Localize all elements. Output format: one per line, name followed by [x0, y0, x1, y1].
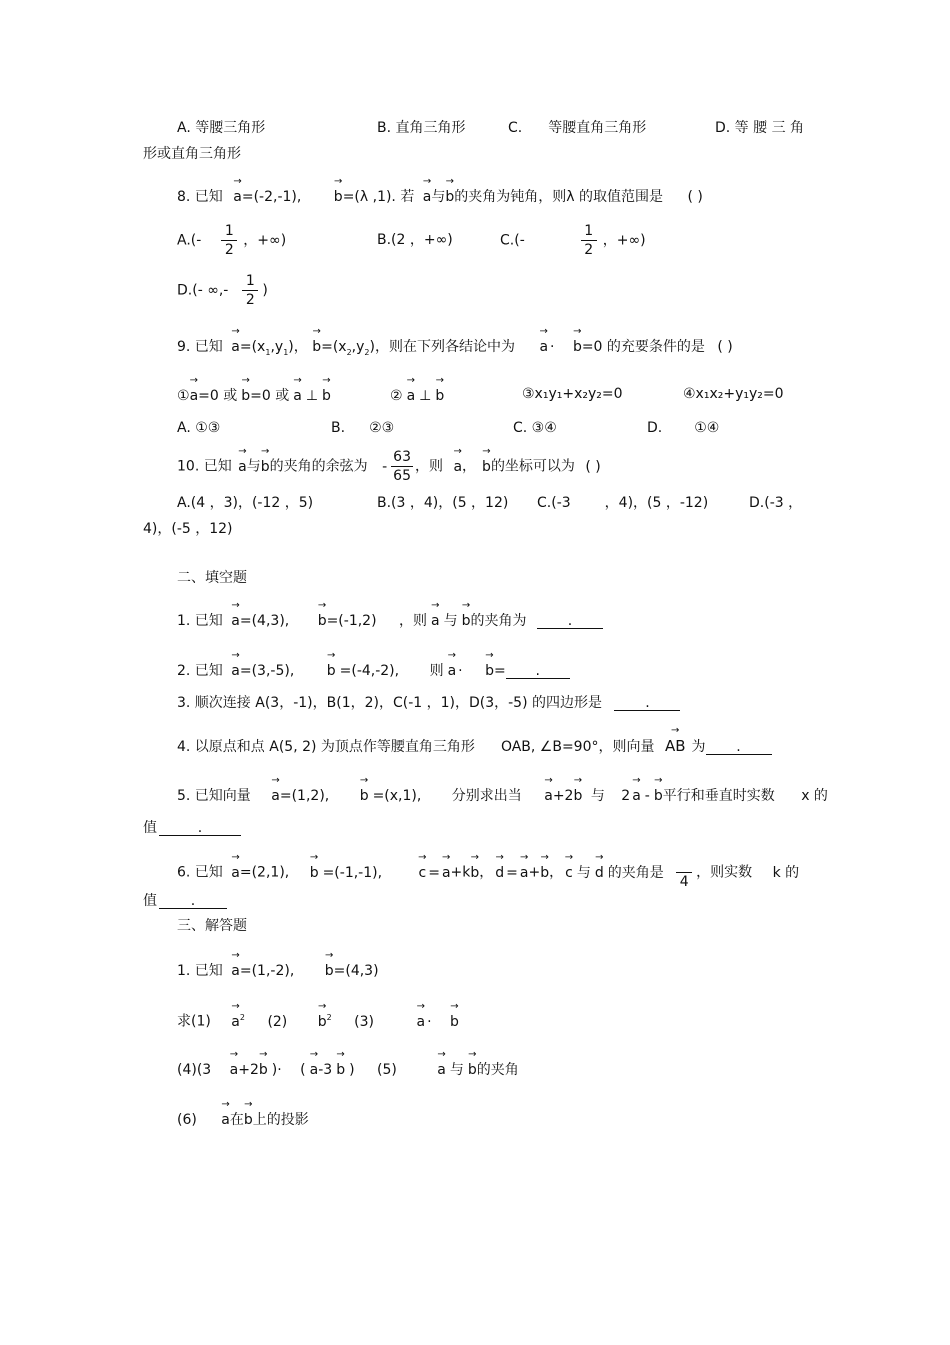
- q10-option-d: [749, 494, 802, 512]
- vector-a: → a: [544, 785, 553, 805]
- text-segment: 与: [246, 458, 261, 475]
- vector-a: → a: [231, 610, 240, 630]
- q8-option-c: [500, 222, 646, 259]
- text-segment: (4)(3: [177, 1062, 212, 1078]
- vector-a: → a: [442, 862, 451, 882]
- text-segment: 与: [590, 788, 605, 804]
- vector-c: → c: [419, 862, 427, 882]
- q9-option-c: [513, 419, 557, 437]
- text-segment: ，+∞): [243, 232, 287, 249]
- text-segment: ，则实数: [696, 864, 753, 881]
- text-segment: x 的: [801, 788, 828, 804]
- vector-a: → a: [233, 186, 242, 206]
- vector-b: → b: [327, 660, 336, 680]
- text-segment: D.(- ∞,-: [177, 282, 229, 299]
- q10-stem: [177, 448, 601, 485]
- section-2-title: 二、填空题: [177, 570, 247, 586]
- answer-blank[interactable]: .: [706, 738, 772, 755]
- fraction: [581, 222, 597, 259]
- vector-a: → a: [310, 1059, 319, 1079]
- fraction-denominator: 65: [393, 468, 411, 484]
- q9-option-a: [177, 419, 220, 437]
- text-segment: ①④: [694, 420, 720, 436]
- subscript: 1: [265, 347, 271, 357]
- fraction-numerator: 1: [581, 222, 597, 241]
- vector-b: → b: [261, 456, 270, 476]
- vector-b: → b: [435, 385, 444, 405]
- vector-b: → b: [540, 862, 549, 882]
- vector-b: → b: [310, 862, 319, 882]
- vector-a: → a: [423, 186, 432, 206]
- text-segment: 则: [429, 663, 444, 679]
- vector-a: → a: [230, 1059, 239, 1079]
- text-segment: =0 或: [250, 388, 290, 404]
- text-segment: 与: [431, 189, 446, 205]
- vector-b: → b: [322, 385, 331, 405]
- text-segment: 值: [143, 893, 157, 909]
- text-segment: =(x: [321, 339, 347, 355]
- text-segment: 平行和垂直时实数: [662, 788, 775, 804]
- text-segment: ·: [458, 663, 463, 679]
- vector-a: → a: [437, 1059, 446, 1079]
- text-segment: =0 的充要条件的是: [581, 339, 705, 355]
- text-segment: ,y: [351, 339, 365, 355]
- vector-b: → b: [318, 610, 327, 630]
- text-segment: =(x: [239, 339, 266, 355]
- text-segment: 的夹角是: [607, 864, 664, 881]
- q8-option-a: [177, 222, 286, 259]
- fill-question-6-cont: [143, 892, 227, 910]
- text-segment: 的夹角为钝角，则λ 的取值范围是: [454, 189, 664, 205]
- text-segment: ,y: [270, 339, 284, 355]
- vector-c: → c: [565, 862, 573, 882]
- text-segment: ，则: [399, 613, 428, 629]
- q7-options-line: [177, 119, 265, 137]
- q7-option-c: [508, 119, 646, 137]
- text-segment: 1. 已知: [177, 963, 223, 979]
- fill-question-5: [177, 785, 828, 805]
- q8-stem: [177, 186, 703, 206]
- answer-blank[interactable]: .: [537, 612, 603, 629]
- text-segment: =(x,1),: [372, 788, 422, 804]
- text-segment: =: [506, 864, 518, 881]
- text-segment: D.: [647, 420, 663, 436]
- fraction-denominator: 4: [679, 874, 689, 890]
- vector-a: → a: [407, 385, 416, 405]
- text-segment: 10. 已知: [177, 458, 232, 475]
- answer-blank[interactable]: .: [506, 662, 570, 679]
- text-segment: ( ): [687, 189, 703, 205]
- text-segment: 4. 以原点和点 A(5, 2) 为顶点作等腰直角三角形: [177, 739, 475, 755]
- text-segment: =(-1,-1),: [322, 864, 383, 881]
- text-segment: C.(-: [500, 232, 525, 249]
- vector-b: → b: [573, 336, 582, 356]
- fraction-numerator: 1: [221, 222, 237, 241]
- text-segment: 的夹角的余弦为: [269, 458, 368, 475]
- fill-question-1: [177, 610, 603, 630]
- vector-a: → a: [231, 960, 240, 980]
- subscript: 2: [364, 347, 370, 357]
- solve-question-1-parts: [177, 1009, 459, 1031]
- vector-a: → a: [431, 610, 440, 630]
- text-segment: 与: [443, 613, 458, 629]
- vector-a: → a: [231, 862, 240, 882]
- text-segment: 2: [621, 788, 631, 804]
- vector-b: → b: [450, 1011, 459, 1031]
- vector-b: → b: [462, 610, 471, 630]
- text-segment: 与: [576, 864, 591, 881]
- text-segment: ⊥: [305, 388, 319, 404]
- fraction-denominator: 2: [584, 242, 594, 258]
- vector-d: → d: [495, 862, 504, 882]
- text-segment: )，则在下列各结论中为: [369, 339, 515, 355]
- fraction: [676, 854, 692, 891]
- text-segment: B.(3 ，4)，(5 ，12): [377, 495, 509, 511]
- q10-option-a: [177, 494, 313, 512]
- text-segment: 8. 已知: [177, 189, 223, 205]
- vector-b: → b: [241, 385, 250, 405]
- text-segment: ·: [427, 1013, 432, 1030]
- vector-a: → a: [416, 1011, 425, 1031]
- text-segment: 在: [229, 1112, 244, 1128]
- vector-a: → a: [293, 385, 302, 405]
- fraction-numerator: 1: [242, 272, 258, 291]
- vector-b: → b: [244, 1109, 253, 1129]
- text-segment: C. ③④: [513, 420, 557, 436]
- fill-question-6: [177, 854, 799, 891]
- superscript: 2: [239, 1013, 245, 1022]
- q9-condition-4: [683, 385, 784, 403]
- fraction-numerator: 63: [393, 449, 411, 465]
- text-segment: A.(4 ，3)，(-12 ，5): [177, 495, 314, 511]
- text-segment: 4)，(-5 ，12): [143, 521, 233, 537]
- text-segment: ( ): [717, 339, 733, 355]
- vector-b: → b: [318, 1011, 327, 1031]
- vector-b: → b: [259, 1059, 268, 1079]
- vector-b: → b: [325, 960, 334, 980]
- text-segment: )，: [288, 339, 308, 355]
- text-segment: =(-1,2): [326, 613, 377, 629]
- text-segment: -: [644, 788, 650, 804]
- text-segment: ( ): [585, 458, 601, 475]
- vector-b: → b: [468, 1059, 477, 1079]
- text-segment: k 的: [772, 864, 800, 881]
- fraction-numerator: [676, 854, 692, 873]
- q10-option-c: [537, 494, 708, 512]
- q8-option-b: [377, 231, 453, 249]
- text-segment: )·: [271, 1062, 282, 1078]
- text-segment: (2): [267, 1013, 288, 1030]
- text-segment: =(λ ,1). 若: [342, 189, 415, 205]
- vector-b: → b: [573, 785, 582, 805]
- superscript: 2: [326, 1013, 332, 1022]
- vector-ab: → AB: [665, 735, 686, 755]
- text-segment: (3): [354, 1013, 375, 1030]
- text-segment: A.(-: [177, 232, 202, 249]
- text-segment: B.: [331, 420, 346, 436]
- text-segment: =(2,1),: [239, 864, 290, 881]
- vector-a: → a: [520, 862, 529, 882]
- fill-question-5-cont: [143, 819, 241, 837]
- text-segment: =: [493, 663, 506, 679]
- text-segment: 的夹角: [476, 1062, 519, 1078]
- vector-a: → a: [632, 785, 641, 805]
- text-segment: =(1,-2),: [239, 963, 295, 979]
- vector-a: → a: [238, 456, 247, 476]
- text-segment: OAB, ∠B=90°，则向量: [500, 739, 655, 755]
- vector-d: → d: [595, 862, 604, 882]
- text-segment: +2: [552, 788, 574, 804]
- text-segment: ①: [177, 388, 190, 404]
- q8-option-d: [177, 272, 268, 309]
- q9-condition-2: [390, 385, 444, 405]
- text-segment: 值: [143, 820, 157, 836]
- q9-stem: [177, 336, 733, 362]
- vector-a: → a: [190, 385, 199, 405]
- text-segment: 上的投影: [252, 1112, 309, 1128]
- q7-option-d-cont: [143, 145, 241, 163]
- fraction: [391, 448, 413, 485]
- text-segment: A. ①③: [177, 420, 221, 436]
- text-segment: ，: [462, 458, 477, 475]
- text-segment: =(4,3),: [239, 613, 290, 629]
- vector-a: → a: [453, 456, 462, 476]
- text-segment: 1. 已知: [177, 613, 223, 629]
- text-segment: ·: [550, 339, 555, 355]
- text-segment: =(1,2),: [279, 788, 330, 804]
- text-segment: =0 或: [198, 388, 238, 404]
- text-segment: B.(2 ，+∞): [377, 232, 453, 248]
- vector-a: → a: [231, 1011, 240, 1031]
- fill-question-3: [177, 694, 680, 712]
- vector-b: → b: [312, 336, 321, 356]
- text-segment: 5. 已知向量: [177, 788, 251, 804]
- vector-a: → a: [231, 336, 240, 356]
- text-segment: 2. 已知: [177, 663, 223, 679]
- solve-question-1: [177, 960, 379, 980]
- vector-b: → b: [654, 785, 663, 805]
- text-segment: =(-4,-2),: [339, 663, 400, 679]
- text-segment: +k: [450, 864, 471, 881]
- text-segment: 6. 已知: [177, 864, 223, 881]
- text-segment: +2: [238, 1062, 259, 1078]
- vector-a: → a: [271, 785, 280, 805]
- text-segment: 的坐标可以为: [490, 458, 575, 475]
- text-segment: D. 等 腰 三 角: [715, 120, 805, 136]
- text-segment: ，+∞): [602, 232, 646, 249]
- fraction-denominator: 2: [245, 292, 255, 308]
- vector-b: → b: [336, 1059, 345, 1079]
- text-segment: (6): [177, 1112, 197, 1128]
- answer-blank[interactable]: .: [159, 819, 241, 836]
- text-segment: -: [382, 458, 388, 475]
- text-segment: 等腰直角三角形: [548, 120, 647, 136]
- text-segment: ): [349, 1062, 355, 1078]
- answer-blank[interactable]: .: [159, 892, 227, 909]
- q7-option-b: [377, 119, 466, 137]
- text-segment: 9. 已知: [177, 339, 223, 355]
- fraction-denominator: 2: [224, 242, 234, 258]
- text-segment: ③x₁y₁+x₂y₂=0: [522, 386, 623, 402]
- text-segment: 形或直角三角形: [143, 146, 241, 162]
- text-segment: 的夹角为: [470, 613, 527, 629]
- vector-b: → b: [360, 785, 369, 805]
- text-segment: -3: [318, 1062, 333, 1078]
- text-segment: 与: [449, 1062, 464, 1078]
- q9-condition-1: [177, 385, 331, 405]
- text-segment: 分别求出当: [451, 788, 522, 804]
- q7-option-d: [715, 119, 804, 137]
- text-segment: =(-2,-1),: [241, 189, 302, 205]
- vector-b: → b: [485, 660, 494, 680]
- text-segment: ⊥: [419, 388, 432, 404]
- text-segment: ，: [479, 864, 494, 881]
- q10-option-d-cont: [143, 520, 233, 538]
- text-segment: ，: [549, 864, 564, 881]
- subscript: 2: [346, 347, 352, 357]
- text-segment: 为: [691, 739, 706, 755]
- fill-question-4: [177, 735, 772, 756]
- text-segment: ②③: [369, 420, 395, 436]
- fill-question-2: [177, 660, 570, 680]
- answer-blank[interactable]: .: [614, 694, 680, 711]
- vector-a: → a: [221, 1109, 230, 1129]
- text-segment: 3. 顺次连接 A(3，-1)，B(1，2)，C(-1 ，1)，D(3，-5) 的四边形是: [177, 695, 603, 711]
- text-segment: ④x₁x₂+y₁y₂=0: [683, 386, 784, 402]
- subscript: 1: [283, 347, 289, 357]
- text-segment: =(4,3): [333, 963, 379, 979]
- text-segment: (5): [377, 1062, 397, 1078]
- text-segment: C.(-3: [537, 495, 571, 511]
- vector-a: → a: [231, 660, 240, 680]
- text-segment: B. 直角三角形: [377, 120, 466, 136]
- text-segment: =(3,-5),: [239, 663, 295, 679]
- q9-condition-3: [522, 385, 623, 403]
- text-segment: ，4)，(5 ，-12): [604, 495, 709, 511]
- q10-option-b: [377, 494, 508, 512]
- text-segment: C.: [508, 120, 523, 136]
- text-segment: (: [300, 1062, 306, 1078]
- vector-a: → a: [539, 336, 548, 356]
- text-segment: ②: [390, 388, 403, 404]
- q9-option-d: [647, 419, 719, 437]
- text-segment: 求(1): [177, 1013, 211, 1030]
- text-segment: D.(-3 ，: [749, 495, 803, 511]
- text-segment: +: [528, 864, 541, 881]
- vector-a: → a: [448, 660, 457, 680]
- text-segment: =: [428, 864, 440, 881]
- vector-b: → b: [482, 456, 491, 476]
- q9-option-b: [331, 419, 394, 437]
- fraction: [221, 222, 237, 259]
- vector-b: → b: [445, 186, 454, 206]
- solve-question-1-part4: [177, 1059, 519, 1079]
- q7-option-a: A. 等腰三角形: [177, 120, 266, 136]
- fraction: [242, 272, 258, 309]
- solve-question-1-part6: [177, 1109, 309, 1129]
- vector-b: → b: [334, 186, 343, 206]
- text-segment: ，则: [415, 458, 443, 475]
- section-3-title: 三、解答题: [177, 918, 247, 934]
- vector-b: → b: [470, 862, 479, 882]
- text-segment: ): [262, 282, 268, 299]
